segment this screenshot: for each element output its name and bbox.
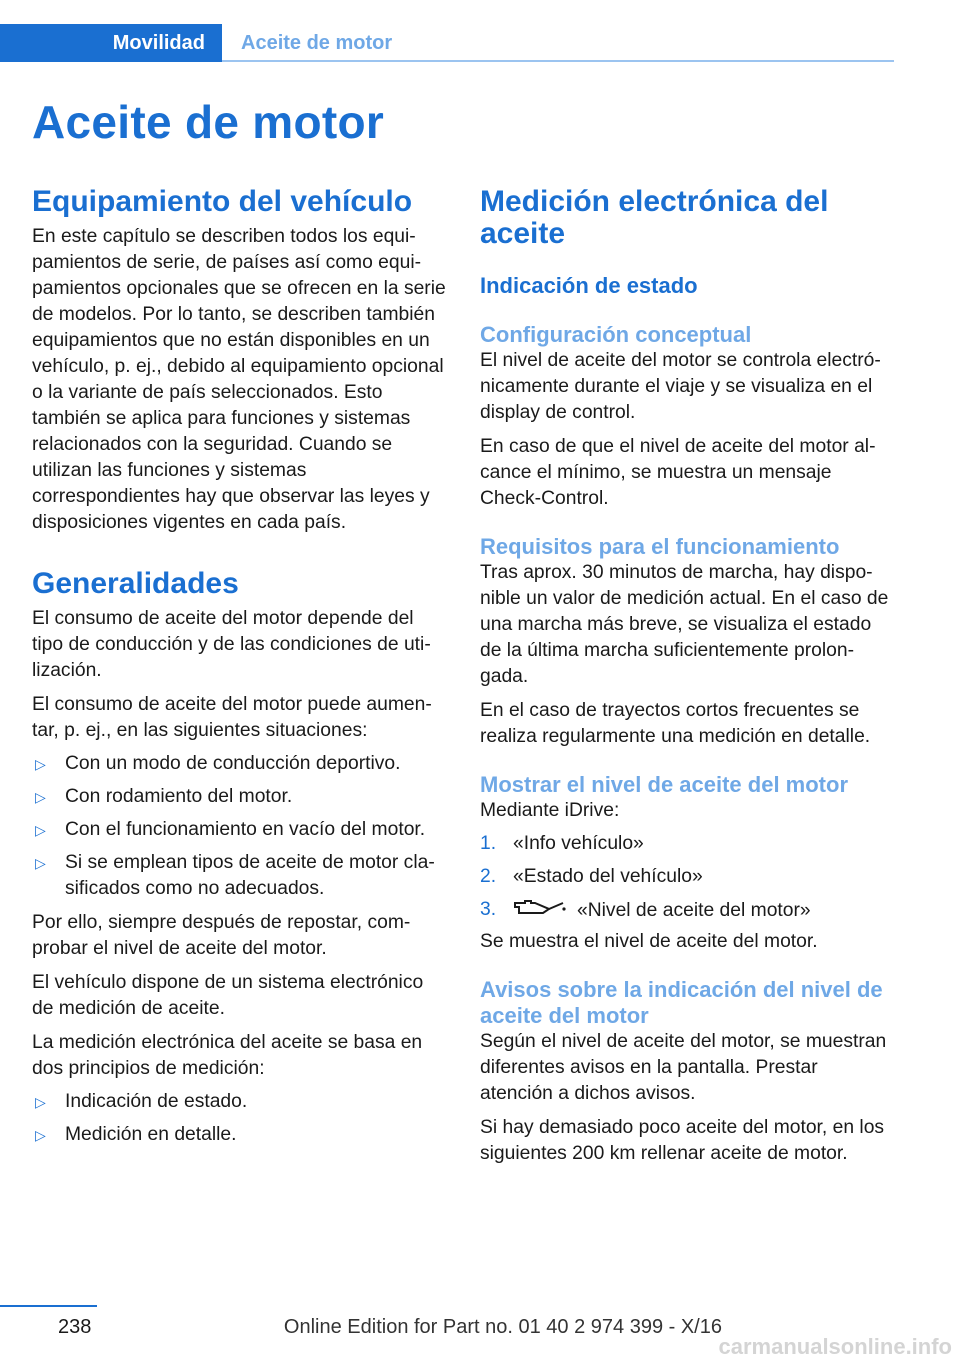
watermark: carmanualsonline.info bbox=[718, 1334, 952, 1359]
general-paragraph-3: Por ello, siempre después de repostar, comprobar el nivel de aceite del motor. bbox=[32, 912, 411, 959]
general-heading: Generalidades bbox=[32, 567, 239, 600]
equipment-text: En este capítulo se describen todos los equipamientos de serie, de países así como equipamientos opcionales que se ofrecen en la serie de modelos. Por lo tanto, se describen también equipamientos que no están disponibles en un vehículo, p. ej., debido al equipamiento opcional o la variante de país seleccionados. Esto también se aplica para funciones y sistemas relacionados con la seguridad. Cuando se utilizan las funciones y sistemas correspondientes hay que observar las leyes y disposiciones vigentes en cada país. bbox=[32, 226, 446, 533]
warnings-paragraph-2: Si hay demasiado poco aceite del motor, en los siguientes 200 km rellenar aceite de motor. bbox=[480, 1117, 885, 1164]
list-item: ▷ Si se emplean tipos de aceite de motor clasificados como no adecuados. bbox=[35, 852, 435, 899]
right-column bbox=[480, 186, 894, 1167]
list-item: ▷ Indicación de estado. bbox=[32, 1089, 446, 1115]
situations-list bbox=[32, 751, 446, 902]
left-column bbox=[32, 186, 446, 1148]
show-oil-paragraph-1: Mediante iDrive: bbox=[480, 800, 620, 821]
triangle-bullet-icon: ▷ bbox=[35, 1127, 46, 1143]
list-item: 3. «Nivel de aceite del motor» bbox=[480, 897, 894, 925]
requirements-paragraph-2: En el caso de trayectos cortos frecuentes se realiza regularmente una medición en detalle. bbox=[480, 700, 871, 747]
list-item: ▷ Con el funcionamiento en vacío del motor. bbox=[32, 817, 446, 843]
status-heading: Indicación de estado bbox=[480, 273, 698, 298]
concept-heading: Configuración conceptual bbox=[480, 322, 752, 347]
general-paragraph-4: El vehículo dispone de un sistema electrónico de medición de aceite. bbox=[32, 972, 424, 1019]
header-divider bbox=[222, 60, 894, 62]
oil-can-icon bbox=[513, 897, 567, 925]
principles-list bbox=[32, 1089, 446, 1148]
show-oil-heading: Mostrar el nivel de aceite del motor bbox=[480, 772, 849, 797]
list-item: ▷ Medición en detalle. bbox=[32, 1122, 446, 1148]
footer-divider bbox=[0, 1305, 97, 1307]
triangle-bullet-icon: ▷ bbox=[35, 789, 46, 805]
requirements-heading: Requisitos para el funcionamiento bbox=[480, 534, 840, 559]
show-oil-paragraph-2: Se muestra el nivel de aceite del motor. bbox=[480, 931, 818, 952]
triangle-bullet-icon: ▷ bbox=[35, 1094, 46, 1110]
warnings-heading: Avisos sobre la indicación del nivel de aceite del motor bbox=[480, 977, 883, 1028]
edition-footer: Online Edition for Part no. 01 40 2 974 399 - X/16 bbox=[283, 1316, 722, 1338]
header-section-tab: Movilidad bbox=[0, 24, 222, 62]
concept-paragraph-1: El nivel de aceite del motor se controla electrónicamente durante el viaje y se visualiza en el display de control. bbox=[480, 350, 881, 423]
requirements-paragraph-1: Tras aprox. 30 minutos de marcha, hay disponible un valor de medición actual. En el caso de una marcha más breve, se visualiza el estado de la última marcha suficientemente prolongada. bbox=[480, 562, 889, 687]
list-item: ▷ Con un modo de conducción deportivo. bbox=[32, 751, 446, 777]
list-item: 1. «Info vehículo» bbox=[480, 833, 644, 854]
triangle-bullet-icon: ▷ bbox=[35, 855, 46, 871]
triangle-bullet-icon: ▷ bbox=[35, 756, 46, 772]
general-paragraph-2: El consumo de aceite del motor puede aumentar, p. ej., en las siguientes situaciones: bbox=[32, 694, 432, 741]
warnings-paragraph-1: Según el nivel de aceite del motor, se muestran diferentes avisos en la pantalla. Prestar atención a dichos avisos. bbox=[480, 1031, 887, 1104]
list-item: 2. «Estado del vehículo» bbox=[480, 866, 703, 887]
equipment-heading: Equipamiento del vehículo bbox=[32, 185, 413, 218]
measurement-heading: Medición electrónica del aceite bbox=[480, 185, 829, 250]
page-number: 238 bbox=[58, 1316, 92, 1338]
header-chapter-tab: Aceite de motor bbox=[241, 31, 393, 54]
concept-paragraph-2: En caso de que el nivel de aceite del motor alcance el mínimo, se muestra un mensaje Check-Control. bbox=[480, 436, 876, 509]
idrive-steps bbox=[480, 831, 894, 925]
triangle-bullet-icon: ▷ bbox=[35, 822, 46, 838]
general-paragraph-1: El consumo de aceite del motor depende del tipo de conducción y de las condiciones de utilización. bbox=[32, 608, 431, 681]
general-paragraph-5: La medición electrónica del aceite se basa en dos principios de medición: bbox=[32, 1032, 423, 1079]
list-item: ▷ Con rodamiento del motor. bbox=[32, 784, 446, 810]
page-title: Aceite de motor bbox=[32, 96, 385, 148]
